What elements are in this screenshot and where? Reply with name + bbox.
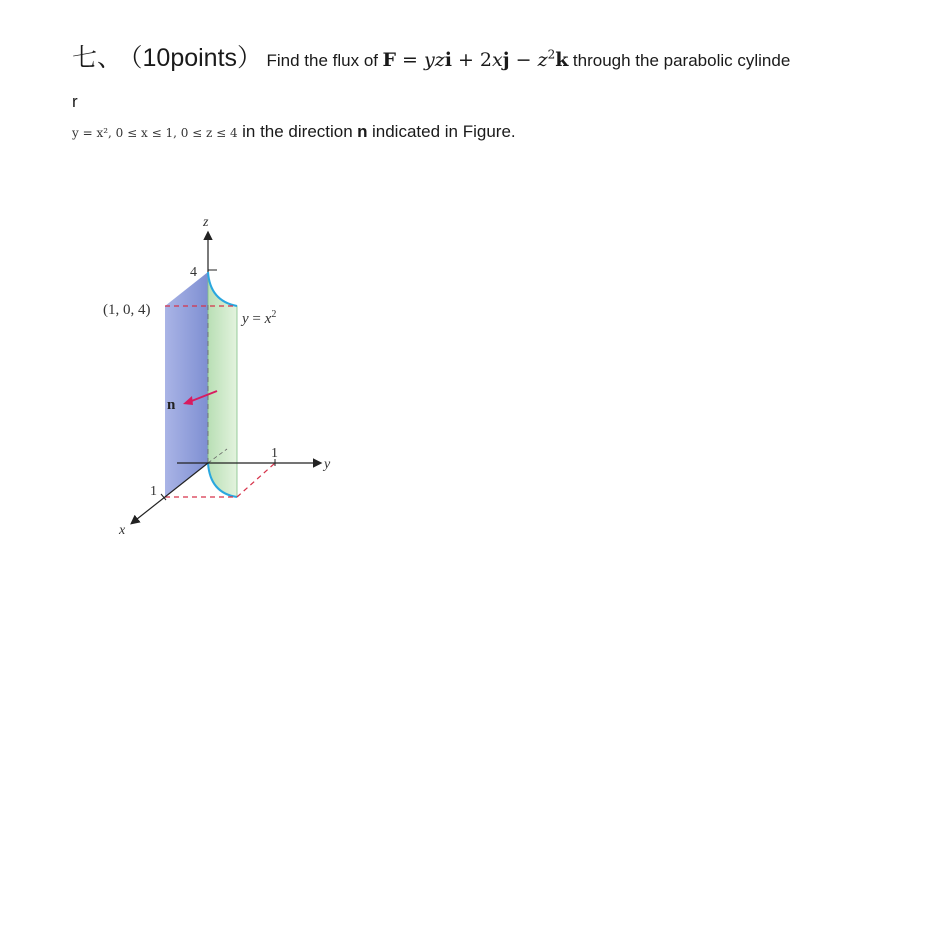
field-symbol: F [382,49,396,71]
term-z: z [537,49,548,71]
parabolic-cylinder-figure [95,205,355,545]
question-number: 七、 [72,43,123,72]
unit-k: k [555,49,569,71]
direction-post: indicated in Figure. [372,122,516,141]
unit-i: i [444,49,452,71]
vector-field-formula [382,49,568,71]
plus-2: + 2 [451,49,493,71]
unit-j: j [502,49,510,71]
direction-pre: in the direction [242,122,353,141]
z-tick-label: 4 [190,265,197,280]
term-yz: yz [423,49,445,71]
through-text: through the parabolic cylinde [572,51,791,70]
dashed-diag [237,463,275,497]
minus-sign: − [509,49,538,71]
x-axis-label: x [119,523,126,538]
question-points: （10points） [130,44,263,72]
surface-line [72,122,516,142]
wrapped-char: r [72,92,78,111]
question-line [72,38,932,74]
point-label: (1, 0, 4) [103,302,151,318]
equals-sign: = [395,49,424,71]
y-tick-label: 1 [271,446,278,461]
direction-n: n [357,122,368,141]
curve-label: $y = x^2$ [242,309,277,327]
exponent-2: 2 [547,47,556,62]
normal-label: n [167,397,176,413]
intro-text: Find the flux of [266,51,379,70]
term-x: x [492,49,503,71]
surface-equation: y = x², 0 ≤ x ≤ 1, 0 ≤ z ≤ 4 [72,126,238,140]
z-axis-label: z [203,215,209,230]
y-axis-label: y [324,457,331,472]
x-tick-label: 1 [150,484,157,499]
